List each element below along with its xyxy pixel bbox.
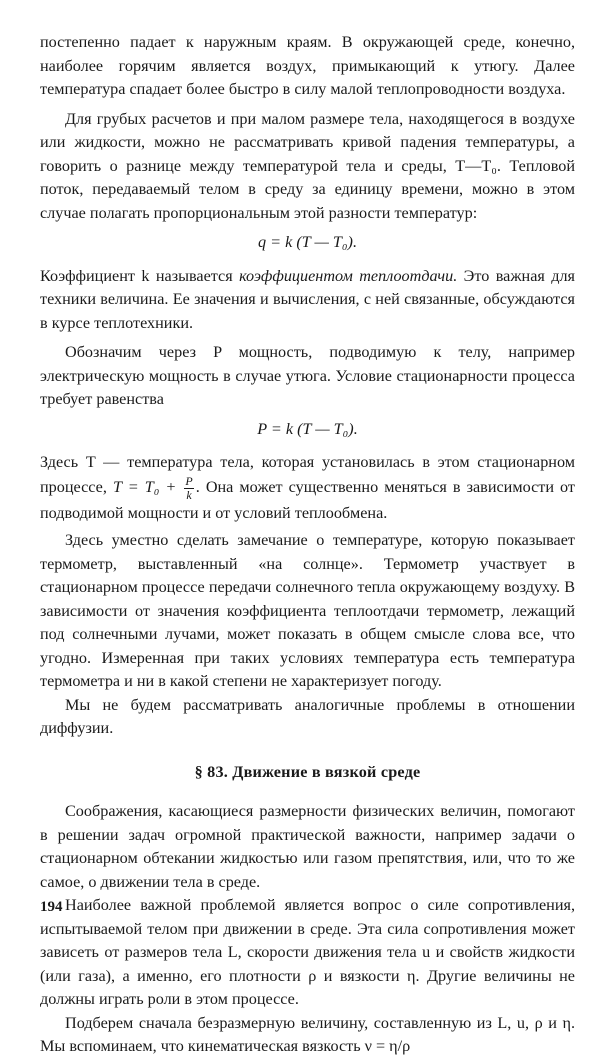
paragraph-5-end: . Она может существенно меняться в зависимости от подводимой мощности и от условий теплообмена. [40, 477, 575, 522]
fraction-numerator: P [185, 473, 193, 488]
paragraph-6: Здесь уместно сделать замечание о температуре, которую показывает термометр, выставленный «на солнце». Термометр участвует в стационарном процессе передачи солнечного тепла окружающему воздуху. В зависимости от значения коэффициента теплоотдачи термометр, лежащий под солнечными лучами, может показать в общем смысле слова все, что угодно. Измеренная при таких условиях температура есть температура термометра и ни в какой степени не характеризует погоду. [40, 531, 575, 690]
paragraph-5-start: Здесь T — температура тела, которая установилась в этом стационарном процессе, [40, 453, 575, 496]
inline-formula-temperature: T = T₀ + [112, 477, 183, 496]
paragraph-10: Подберем сначала безразмерную величину, составленную из L, u, ρ и η. Мы вспоминаем, что кинематическая вязкость ν = η/ρ [40, 1013, 575, 1055]
paragraph-3-end: Это важная для техники величина. Ее значения и вычисления, с ней связанные, обсуждаются в курсе теплотехники. [40, 266, 575, 332]
paragraph-4: Обозначим через P мощность, подводимую к телу, например электрическую мощность в случае утюга. Условие стационарности процесса требует равенства [40, 343, 575, 408]
fraction-denominator: k [186, 487, 192, 502]
paragraph-3-start: Коэффициент k называется [40, 266, 240, 285]
paragraph-1: постепенно падает к наружным краям. В окружающей среде, конечно, наиболее горячим является воздух, примыкающий к утюгу. Далее температура спадает более быстро в силу малой теплопроводности воздуха. [40, 33, 575, 98]
paragraph-3 [40, 265, 575, 336]
paragraph-2: Для грубых расчетов и при малом размере тела, находящегося в воздухе или жидкости, можно не рассматривать кривой падения температуры, а говорить о разнице между температурой тела и среды, T—T₀. Тепловой поток, передаваемый телом в среду за единицу времени, можно в этом случае полагать пропорциональным этой разности температур: [40, 109, 575, 222]
page-text [40, 31, 575, 1059]
term-heat-transfer-coefficient: коэффициентом теплоотдачи. [239, 266, 458, 285]
page-number: 194 [40, 899, 63, 915]
paragraph-7: Мы не будем рассматривать аналогичные проблемы в отношении диффузии. [40, 695, 575, 737]
formula-heat-flux: q = k (T — T₀). [258, 233, 357, 251]
formula-power-balance: P = k (T — T₀). [257, 419, 358, 438]
fraction-p-over-k [184, 475, 193, 502]
section-heading: § 83. Движение в вязкой среде [194, 762, 421, 781]
paragraph-8: Соображения, касающиеся размерности физических величин, помогают в решении задач огромной практической важности, например задачи о стационарном обтекании жидкостью или газом препятствия, или, что то же самое, о движении тела в среде. [40, 802, 575, 891]
paragraph-9: Наиболее важной проблемой является вопрос о силе сопротивления, испытываемой телом при движении в среде. Эта сила сопротивления может зависеть от размеров тела L, скорости движения тела u и свойств жидкости (или газа), а именно, его плотности ρ и вязкости η. Другие величины не должны играть роли в этом процессе. [40, 896, 575, 1008]
paragraph-5 [40, 451, 575, 525]
